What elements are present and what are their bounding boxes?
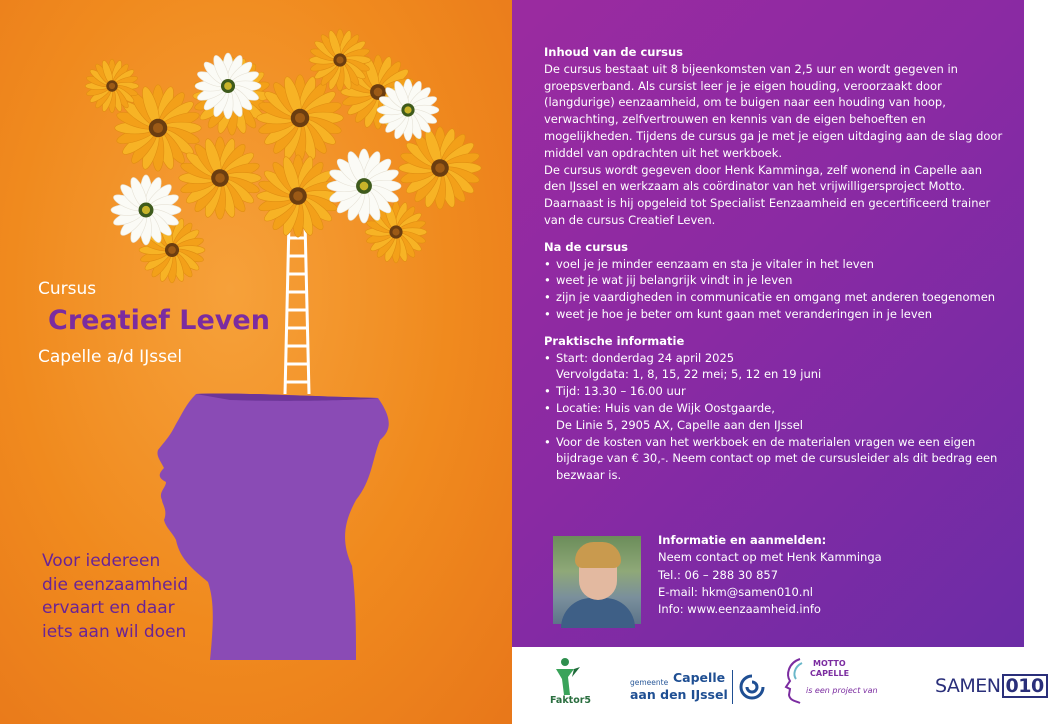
- course-location: Capelle a/d IJssel: [38, 347, 183, 367]
- daisy-flower: [327, 149, 401, 223]
- yellow-flower: [257, 155, 339, 237]
- inhoud-paragraph: De cursus wordt gegeven door Henk Kamminga, zelf wonend in Capelle aan den IJssel en werkzaam als coördinator van het vrijwilligersproject Motto. Daarnaast is hij opgeleid tot Specialist Eenzaamheid en gecertificeerd trainer van de cursus Creatief Leven.: [544, 162, 991, 227]
- daisy-flower: [195, 53, 261, 119]
- daisy-flower: [111, 175, 181, 245]
- samen-number: 010: [1002, 674, 1048, 698]
- faktor5-label: Faktor5: [550, 695, 592, 706]
- samen010-logo: [935, 674, 1048, 698]
- capelle-text: Capelle: [673, 670, 726, 685]
- contact-block: [553, 532, 983, 632]
- list-item-time: • Tijd: 13.30 – 16.00 uur: [544, 383, 1004, 400]
- course-label: Cursus: [38, 279, 97, 299]
- faktor5-figure-icon: [548, 657, 588, 697]
- logo-bar: [512, 647, 1044, 724]
- contact-person: Neem contact op met Henk Kamminga: [658, 550, 882, 565]
- faktor5-logo: [548, 657, 598, 713]
- flower-cluster: [85, 29, 481, 283]
- praktisch-list: [544, 350, 1004, 484]
- na-list: [544, 256, 1004, 323]
- list-item: • weet je wat jij belangrijk vindt in je leven: [544, 272, 1004, 289]
- section-heading-na: Na de cursus: [544, 239, 628, 254]
- motto-capelle-text: CAPELLE: [810, 669, 850, 678]
- contact-phone: Tel.: 06 – 288 30 857: [658, 567, 779, 582]
- ladder: [285, 222, 309, 394]
- contact-heading: Informatie en aanmelden:: [658, 533, 827, 547]
- motto-project-text: is een project van: [806, 686, 878, 695]
- followup-dates: Vervolgdata: 1, 8, 15, 22 mei; 5, 12 en 19 juni: [556, 367, 822, 382]
- motto-text: MOTTO: [813, 659, 846, 668]
- left-panel: [0, 0, 512, 724]
- tagline-line: ervaart en daar: [42, 598, 175, 618]
- section-heading-praktisch: Praktische informatie: [544, 333, 685, 348]
- list-item: • weet je hoe je beter om kunt gaan met veranderingen in je leven: [544, 306, 1004, 323]
- trainer-photo: [553, 536, 641, 624]
- daisy-flower: [377, 79, 439, 141]
- start-date: Start: donderdag 24 april 2025: [556, 350, 735, 365]
- tagline-line: Voor iedereen: [42, 551, 161, 571]
- contact-website[interactable]: Info: www.eenzaamheid.info: [658, 602, 821, 617]
- list-item-start: [544, 350, 1004, 384]
- location-address: De Linie 5, 2905 AX, Capelle aan den IJssel: [556, 417, 803, 432]
- section-heading-inhoud: Inhoud van de cursus: [544, 45, 684, 59]
- list-item: • zijn je vaardigheden in communicatie en omgang met anderen toegenomen: [544, 289, 1004, 306]
- right-panel: [512, 0, 1024, 647]
- location-name: Locatie: Huis van de Wijk Oostgaarde,: [556, 400, 775, 415]
- motto-capelle-logo: [780, 657, 878, 711]
- capelle-emblem-icon: [738, 673, 766, 701]
- list-item: • voel je je minder eenzaam en sta je vitaler in het leven: [544, 256, 1004, 273]
- list-item-location: [544, 400, 1004, 434]
- contact-email[interactable]: E-mail: hkm@samen010.nl: [658, 584, 813, 599]
- tagline-line: die eenzaamheid: [42, 574, 189, 595]
- course-title: Creatief Leven: [48, 305, 270, 336]
- contact-info: [658, 532, 882, 618]
- samen-text: SAMEN: [935, 675, 1001, 697]
- inhoud-paragraph: De cursus bestaat uit 8 bijeenkomsten van 2,5 uur en wordt gegeven in groepsverband. Als cursist leer je je eigen houding, veroorzaakt door (langdurige) eenzaamheid, om te buigen naar een houding van hoop, verwachting, zelfvertrouwen en kennis van de eigen behoeften en mogelijkheden. Tijdens de cursus ga je met je eigen uitdaging aan de slag door middel van opdrachten uit het werkboek.: [544, 61, 1003, 160]
- gemeente-text: gemeente: [630, 678, 669, 687]
- tagline: [42, 550, 262, 644]
- tagline-line: iets aan wil doen: [42, 621, 187, 642]
- list-item-costs: • Voor de kosten van het werkboek en de materialen vragen we een eigen bijdrage van € 30,-. Neem contact op met de cursusleider als dit bedrag een bezwaar is.: [544, 434, 1004, 484]
- motto-face-icon: [780, 657, 810, 707]
- aandenijssel-text: aan den IJssel: [630, 687, 728, 702]
- yellow-flower: [399, 127, 481, 209]
- course-info: [544, 44, 1004, 484]
